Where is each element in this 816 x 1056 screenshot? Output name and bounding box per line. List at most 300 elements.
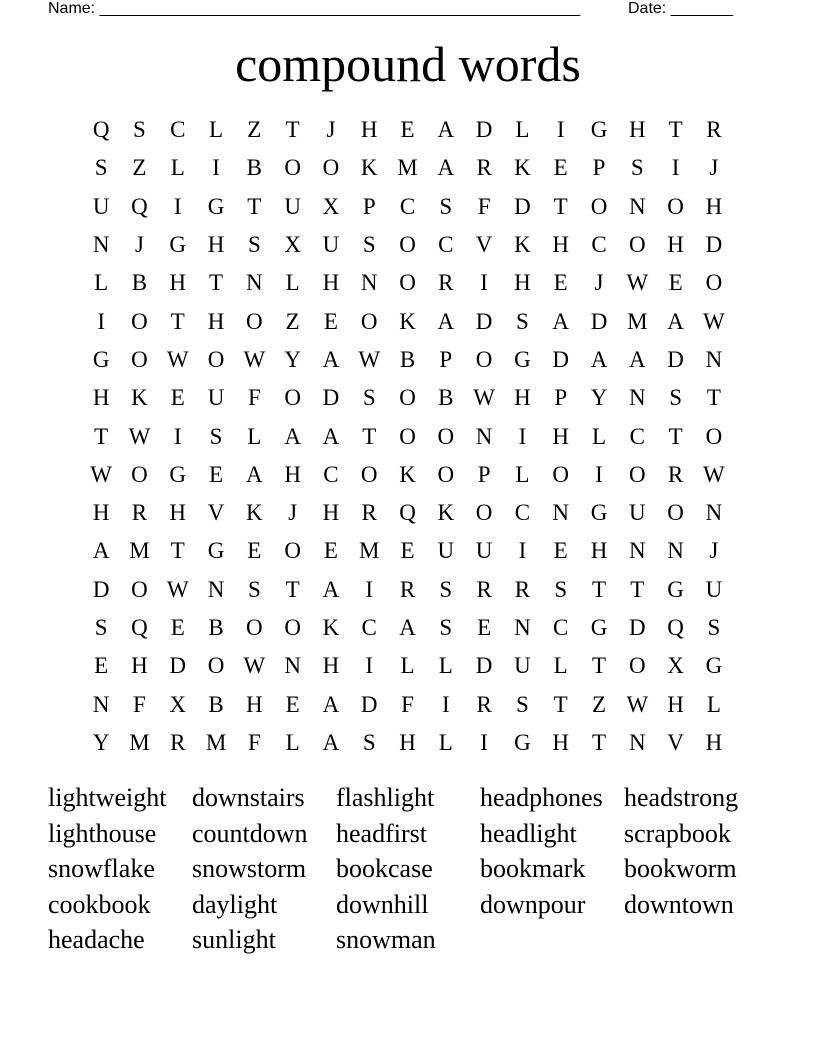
grid-cell[interactable]: O (284, 615, 301, 640)
grid-cell[interactable]: A (437, 117, 455, 143)
grid-cell[interactable]: Y (590, 385, 608, 411)
grid-cell[interactable]: K (399, 461, 416, 487)
grid-cell[interactable]: L (209, 117, 224, 143)
grid-cell[interactable]: I (365, 576, 374, 602)
grid-cell[interactable]: P (439, 346, 453, 372)
grid-cell[interactable]: P (592, 155, 606, 181)
grid-cell[interactable]: K (514, 155, 531, 181)
grid-cell[interactable]: Q (667, 615, 684, 640)
grid-cell[interactable]: D (475, 117, 493, 143)
grid-cell[interactable]: E (323, 308, 338, 334)
grid-cell[interactable]: H (628, 117, 646, 143)
grid-cell[interactable]: O (705, 270, 723, 296)
grid-cell[interactable]: H (131, 653, 148, 679)
grid-cell[interactable]: T (94, 423, 109, 449)
grid-cell[interactable]: Q (131, 193, 148, 219)
grid-cell[interactable]: L (170, 155, 185, 181)
grid-cell[interactable]: H (552, 232, 570, 258)
grid-cell[interactable]: O (246, 615, 263, 640)
grid-cell[interactable]: K (131, 385, 148, 411)
grid-cell[interactable]: A (399, 615, 416, 640)
grid-cell[interactable]: O (590, 193, 608, 219)
grid-cell[interactable]: N (514, 615, 531, 640)
grid-cell[interactable]: I (595, 461, 603, 487)
grid-cell[interactable]: I (480, 270, 488, 296)
grid-cell[interactable]: S (247, 232, 261, 258)
grid-cell[interactable]: H (514, 270, 531, 296)
grid-cell[interactable]: O (246, 308, 263, 334)
grid-cell[interactable]: R (361, 500, 377, 526)
grid-cell[interactable]: U (628, 500, 646, 526)
grid-cell[interactable]: H (667, 691, 684, 717)
word-list-item: headstrong (624, 783, 739, 812)
grid-cell[interactable]: S (439, 576, 453, 602)
grid-cell[interactable]: K (399, 308, 416, 334)
grid-cell[interactable]: U (322, 232, 340, 258)
grid-cell[interactable]: T (630, 576, 645, 602)
grid-cell[interactable]: I (97, 308, 105, 334)
grid-cell[interactable]: S (516, 691, 529, 717)
grid-cell[interactable]: F (401, 691, 414, 717)
grid-cell[interactable]: Y (284, 346, 301, 372)
grid-cell[interactable]: Z (247, 117, 262, 143)
grid-cell[interactable]: U (284, 193, 301, 219)
grid-cell[interactable]: I (173, 423, 182, 449)
grid-cell[interactable]: G (590, 117, 608, 143)
grid-cell[interactable]: L (706, 691, 721, 717)
grid-cell[interactable]: R (438, 270, 454, 296)
grid-cell[interactable]: I (212, 155, 220, 181)
grid-cell[interactable]: U (705, 576, 723, 602)
grid-cell[interactable]: J (709, 155, 719, 181)
grid-cell[interactable]: J (594, 270, 604, 296)
grid-cell[interactable]: R (170, 729, 186, 755)
grid-cell[interactable]: O (667, 193, 684, 219)
grid-cell[interactable]: S (362, 729, 376, 755)
word-list-item: lighthouse (48, 818, 157, 848)
grid-cell[interactable]: C (438, 232, 454, 258)
grid-cell[interactable]: L (285, 729, 300, 755)
grid-cell[interactable]: F (247, 385, 261, 411)
grid-cell[interactable]: A (246, 461, 263, 487)
grid-cell[interactable]: C (629, 423, 645, 449)
grid-cell[interactable]: E (170, 615, 185, 640)
grid-cell[interactable]: O (284, 155, 301, 181)
grid-cell[interactable]: O (399, 232, 416, 258)
grid-cell[interactable]: B (399, 346, 416, 372)
grid-cell[interactable]: T (668, 423, 683, 449)
grid-cell[interactable]: W (166, 576, 189, 602)
grid-cell[interactable]: D (475, 653, 493, 679)
grid-cell[interactable]: H (322, 653, 340, 679)
grid-cell[interactable]: X (284, 232, 301, 258)
grid-cell[interactable]: U (475, 538, 493, 564)
grid-cell[interactable]: L (247, 423, 262, 449)
grid-cell[interactable]: M (129, 538, 150, 564)
grid-cell[interactable]: N (360, 270, 378, 296)
grid-cell[interactable]: H (322, 270, 340, 296)
grid-cell[interactable]: I (365, 653, 374, 679)
grid-cell[interactable]: A (322, 729, 340, 755)
grid-cell[interactable]: R (476, 576, 492, 602)
grid-cell[interactable]: W (703, 461, 725, 487)
grid-cell[interactable]: L (400, 653, 415, 679)
grid-cell[interactable]: P (477, 461, 491, 487)
grid-cell[interactable]: N (628, 538, 646, 564)
grid-cell[interactable]: A (437, 155, 455, 181)
grid-cell[interactable]: B (208, 615, 224, 640)
grid-cell[interactable]: O (131, 346, 148, 372)
grid-cell[interactable]: J (134, 232, 144, 258)
grid-cell[interactable]: N (92, 232, 110, 258)
grid-cell[interactable]: N (628, 729, 646, 755)
grid-cell[interactable]: B (131, 270, 148, 296)
grid-cell[interactable]: O (131, 461, 148, 487)
grid-cell[interactable]: R (514, 576, 531, 602)
grid-cell[interactable]: H (284, 461, 301, 487)
grid-cell[interactable]: H (169, 270, 187, 296)
grid-cell[interactable]: A (590, 346, 608, 372)
grid-cell[interactable]: T (591, 576, 607, 602)
grid-cell[interactable]: K (246, 500, 263, 526)
grid-cell[interactable]: X (322, 193, 340, 219)
grid-cell[interactable]: O (399, 385, 416, 411)
grid-cell[interactable]: E (553, 270, 568, 296)
grid-cell[interactable]: O (475, 500, 493, 526)
grid-cell[interactable]: E (170, 385, 185, 411)
grid-cell[interactable]: N (246, 270, 263, 296)
grid-cell[interactable]: A (322, 423, 340, 449)
grid-cell[interactable]: P (362, 193, 376, 219)
grid-cell[interactable]: W (626, 270, 649, 296)
grid-cell[interactable]: S (554, 576, 568, 602)
grid-cell[interactable]: G (207, 538, 225, 564)
grid-cell[interactable]: E (94, 653, 109, 679)
grid-cell[interactable]: O (628, 653, 646, 679)
grid-cell[interactable]: D (322, 385, 340, 411)
grid-cell[interactable]: R (399, 576, 416, 602)
word-list-item: headache (48, 925, 145, 955)
grid-cell[interactable]: E (553, 538, 568, 564)
grid-cell[interactable]: R (131, 500, 148, 526)
grid-cell[interactable]: W (243, 346, 266, 372)
grid-cell[interactable]: L (94, 270, 109, 296)
grid-cell[interactable]: E (400, 117, 415, 143)
grid-cell[interactable]: L (285, 270, 300, 296)
grid-cell[interactable]: S (94, 155, 108, 181)
grid-cell[interactable]: E (477, 615, 492, 640)
grid-cell[interactable]: T (285, 576, 300, 602)
grid-cell[interactable]: W (128, 423, 151, 449)
grid-cell[interactable]: H (590, 538, 608, 564)
grid-cell[interactable]: S (247, 576, 261, 602)
grid-cell[interactable]: A (437, 308, 455, 334)
grid-cell[interactable]: A (628, 346, 646, 372)
grid-cell[interactable]: N (667, 538, 684, 564)
grid-cell[interactable]: A (322, 691, 340, 717)
grid-cell[interactable]: O (360, 308, 378, 334)
grid-cell[interactable]: X (169, 691, 187, 717)
grid-cell[interactable]: N (628, 193, 646, 219)
grid-cell[interactable]: W (243, 653, 266, 679)
grid-cell[interactable]: J (709, 538, 719, 564)
grid-cell[interactable]: N (705, 500, 723, 526)
grid-cell[interactable]: S (209, 423, 223, 449)
grid-cell[interactable]: G (92, 346, 110, 372)
grid-cell[interactable]: W (90, 461, 112, 487)
grid-cell[interactable]: Z (591, 691, 607, 717)
grid-cell[interactable]: C (591, 232, 607, 258)
grid-cell[interactable]: T (285, 117, 300, 143)
grid-cell[interactable]: H (667, 232, 684, 258)
grid-cell[interactable]: W (358, 346, 381, 372)
grid-cell[interactable]: N (475, 423, 493, 449)
grid-cell[interactable]: E (323, 538, 338, 564)
grid-cell[interactable]: N (628, 385, 646, 411)
grid-cell[interactable]: K (322, 615, 340, 640)
grid-cell[interactable]: O (131, 576, 148, 602)
word-list-item: downhill (336, 889, 429, 919)
grid-cell[interactable]: I (556, 117, 565, 143)
grid-cell[interactable]: C (553, 615, 569, 640)
grid-cell[interactable]: H (705, 193, 723, 219)
grid-cell[interactable]: O (628, 461, 646, 487)
grid-cell[interactable]: G (590, 615, 608, 640)
word-list-item: sunlight (192, 925, 276, 955)
grid-cell[interactable]: G (514, 346, 531, 372)
grid-cell[interactable]: H (322, 500, 340, 526)
grid-cell[interactable]: S (133, 117, 146, 143)
grid-cell[interactable]: A (667, 308, 684, 334)
grid-cell[interactable]: D (628, 615, 646, 640)
grid-cell[interactable]: I (480, 729, 488, 755)
grid-cell[interactable]: E (285, 691, 300, 717)
grid-cell[interactable]: W (703, 308, 725, 334)
grid-cell[interactable]: R (667, 461, 684, 487)
grid-cell[interactable]: T (706, 385, 721, 411)
grid-cell[interactable]: T (553, 193, 568, 219)
grid-cell[interactable]: I (671, 155, 680, 181)
grid-cell[interactable]: W (626, 691, 649, 717)
grid-cell[interactable]: D (475, 308, 493, 334)
grid-cell[interactable]: Z (132, 155, 147, 181)
grid-cell[interactable]: L (438, 653, 453, 679)
grid-cell[interactable]: W (166, 346, 189, 372)
grid-cell[interactable]: E (400, 538, 415, 564)
grid-cell[interactable]: R (706, 117, 722, 143)
grid-cell[interactable]: E (668, 270, 683, 296)
grid-cell[interactable]: T (553, 691, 568, 717)
grid-cell[interactable]: O (207, 653, 225, 679)
grid-cell[interactable]: N (705, 346, 723, 372)
grid-cell[interactable]: H (92, 385, 110, 411)
grid-cell[interactable]: Q (92, 117, 110, 143)
grid-cell[interactable]: E (209, 461, 224, 487)
grid-cell[interactable]: D (705, 232, 723, 258)
grid-cell[interactable]: P (554, 385, 568, 411)
grid-cell[interactable]: Y (92, 729, 110, 755)
grid-cell[interactable]: L (515, 461, 530, 487)
grid-cell[interactable]: R (476, 691, 492, 717)
grid-cell[interactable]: A (322, 576, 340, 602)
grid-cell[interactable]: J (326, 117, 336, 143)
grid-cell[interactable]: H (399, 729, 416, 755)
grid-cell[interactable]: C (399, 193, 416, 219)
grid-cell[interactable]: U (92, 193, 110, 219)
grid-cell[interactable]: S (94, 615, 108, 640)
grid-cell[interactable]: T (170, 538, 185, 564)
grid-cell[interactable]: A (284, 423, 301, 449)
grid-cell[interactable]: O (437, 423, 455, 449)
grid-cell[interactable]: H (514, 385, 531, 411)
grid-cell[interactable]: I (173, 193, 182, 219)
grid-cell[interactable]: M (627, 308, 648, 334)
grid-cell[interactable]: Z (285, 308, 300, 334)
grid-cell[interactable]: D (552, 346, 570, 372)
grid-cell[interactable]: W (473, 385, 495, 411)
grid-cell[interactable]: G (169, 232, 187, 258)
grid-cell[interactable]: T (209, 270, 224, 296)
grid-cell[interactable]: O (207, 346, 225, 372)
grid-cell[interactable]: B (438, 385, 454, 411)
grid-cell[interactable]: C (170, 117, 186, 143)
word-list-item: downstairs (192, 783, 305, 812)
grid-cell[interactable]: S (362, 232, 376, 258)
grid-cell[interactable]: C (514, 500, 531, 526)
grid-cell[interactable]: G (169, 461, 187, 487)
grid-cell[interactable]: T (170, 308, 185, 334)
grid-cell[interactable]: U (514, 653, 531, 679)
grid-cell[interactable]: N (552, 500, 570, 526)
name-field[interactable]: Name: ______________________________________________________ (48, 0, 581, 17)
grid-cell[interactable]: O (705, 423, 723, 449)
grid-cell[interactable]: N (92, 691, 110, 717)
grid-cell[interactable]: O (131, 308, 148, 334)
grid-cell[interactable]: O (360, 461, 378, 487)
grid-cell[interactable]: T (362, 423, 377, 449)
grid-cell[interactable]: H (92, 500, 110, 526)
grid-cell[interactable]: H (207, 232, 225, 258)
grid-cell[interactable]: K (514, 232, 531, 258)
grid-cell[interactable]: A (552, 308, 570, 334)
grid-cell[interactable]: C (361, 615, 377, 640)
grid-cell[interactable]: L (553, 653, 568, 679)
grid-cell[interactable]: I (518, 423, 527, 449)
date-field[interactable]: Date: _______ (628, 0, 733, 17)
grid-cell[interactable]: S (707, 615, 721, 640)
grid-cell[interactable]: L (515, 117, 530, 143)
grid-cell[interactable]: M (397, 155, 418, 181)
grid-cell[interactable]: T (247, 193, 262, 219)
grid-cell[interactable]: H (705, 729, 723, 755)
grid-cell[interactable]: O (552, 461, 570, 487)
grid-cell[interactable]: S (439, 193, 453, 219)
grid-cell[interactable]: G (590, 500, 608, 526)
grid-cell[interactable]: D (590, 308, 608, 334)
grid-cell[interactable]: T (591, 729, 607, 755)
grid-cell[interactable]: V (207, 500, 225, 526)
grid-cell[interactable]: Q (399, 500, 416, 526)
grid-cell[interactable]: C (323, 461, 339, 487)
grid-cell[interactable]: D (360, 691, 378, 717)
grid-cell[interactable]: K (437, 500, 455, 526)
grid-cell[interactable]: D (667, 346, 684, 372)
grid-cell[interactable]: O (475, 346, 493, 372)
grid-cell[interactable]: H (207, 308, 225, 334)
grid-cell[interactable]: B (246, 155, 262, 181)
word-list-item: headfirst (336, 818, 427, 848)
grid-cell[interactable]: X (667, 653, 684, 679)
grid-cell[interactable]: R (476, 155, 492, 181)
grid-cell[interactable]: L (438, 729, 453, 755)
grid-cell[interactable]: M (205, 729, 227, 755)
grid-cell[interactable]: E (247, 538, 262, 564)
grid-cell[interactable]: S (669, 385, 682, 411)
grid-cell[interactable]: Q (131, 615, 148, 640)
grid-cell[interactable]: S (630, 155, 644, 181)
grid-cell[interactable]: S (439, 615, 453, 640)
grid-cell[interactable]: K (360, 155, 378, 181)
grid-cell[interactable]: O (322, 155, 340, 181)
grid-cell[interactable]: M (129, 729, 150, 755)
grid-cell[interactable]: O (399, 423, 416, 449)
grid-cell[interactable]: N (284, 653, 301, 679)
grid-cell[interactable]: M (359, 538, 380, 564)
grid-cell[interactable]: U (207, 385, 225, 411)
grid-cell[interactable]: D (514, 193, 531, 219)
grid-cell[interactable]: G (705, 653, 723, 679)
grid-cell[interactable]: U (437, 538, 455, 564)
grid-cell[interactable]: L (591, 423, 607, 449)
grid-cell[interactable]: B (208, 691, 224, 717)
grid-cell[interactable]: O (628, 232, 646, 258)
grid-cell[interactable]: O (667, 500, 684, 526)
grid-cell[interactable]: F (247, 729, 261, 755)
grid-cell[interactable]: O (437, 461, 455, 487)
grid-cell[interactable]: S (516, 308, 529, 334)
grid-cell[interactable]: O (399, 270, 416, 296)
grid-cell[interactable]: H (552, 729, 570, 755)
grid-cell[interactable]: H (360, 117, 378, 143)
grid-cell[interactable]: D (169, 653, 187, 679)
grid-cell[interactable]: I (518, 538, 527, 564)
word-list-item: lightweight (48, 783, 167, 812)
grid-cell[interactable]: F (133, 691, 146, 717)
grid-cell[interactable]: I (441, 691, 450, 717)
grid-cell[interactable]: T (591, 653, 607, 679)
grid-cell[interactable]: F (477, 193, 491, 219)
grid-cell[interactable]: D (92, 576, 110, 602)
grid-cell[interactable]: E (553, 155, 568, 181)
grid-cell[interactable]: O (284, 385, 301, 411)
grid-cell[interactable]: O (284, 538, 301, 564)
word-list-item: flashlight (336, 783, 435, 812)
grid-cell[interactable]: G (667, 576, 684, 602)
grid-cell[interactable]: T (668, 117, 683, 143)
grid-cell[interactable]: A (322, 346, 340, 372)
grid-cell[interactable]: G (207, 193, 225, 219)
grid-cell[interactable]: N (207, 576, 225, 602)
grid-cell[interactable]: J (288, 500, 298, 526)
grid-cell[interactable]: H (552, 423, 570, 449)
grid-cell[interactable]: V (667, 729, 684, 755)
grid-cell[interactable]: H (169, 500, 187, 526)
grid-cell[interactable]: H (246, 691, 263, 717)
grid-cell[interactable]: S (362, 385, 376, 411)
grid-cell[interactable]: G (514, 729, 531, 755)
grid-cell[interactable]: A (92, 538, 110, 564)
grid-cell[interactable]: V (475, 232, 493, 258)
